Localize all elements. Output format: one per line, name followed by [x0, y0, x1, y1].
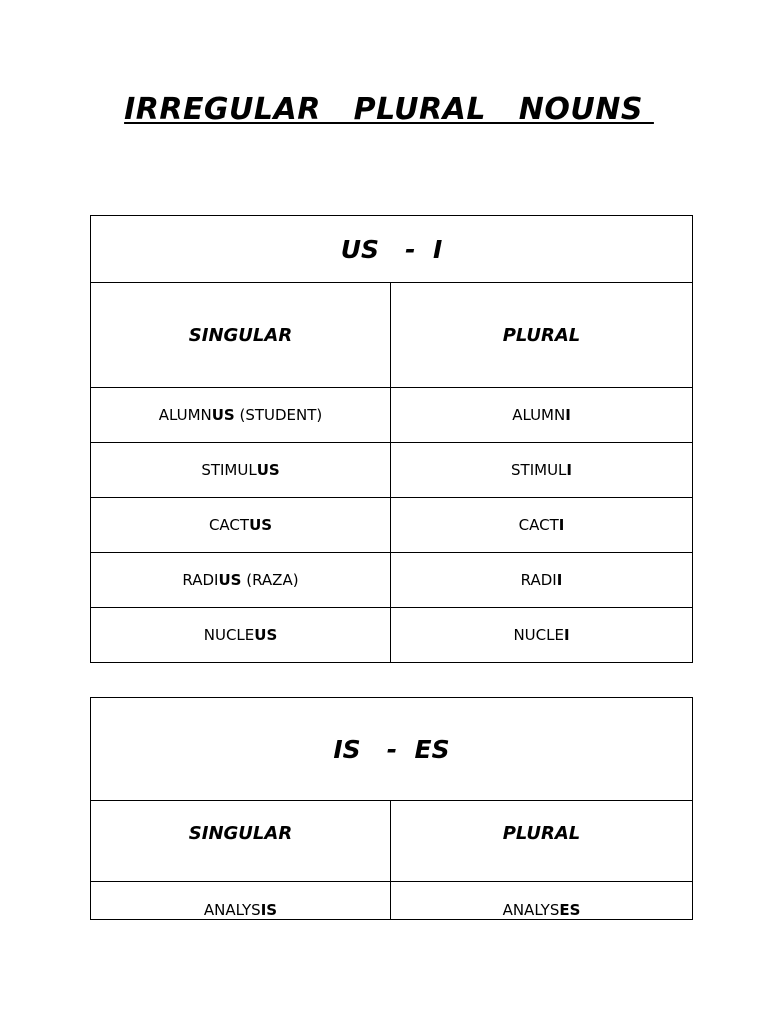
table-header: IS - ES [91, 698, 693, 801]
word-note: (STUDENT) [234, 406, 323, 424]
word-stem: RADI [182, 571, 219, 589]
column-header-plural: PLURAL [391, 283, 693, 388]
table-row [91, 388, 693, 443]
page-cutoff-rule [90, 919, 693, 920]
singular-cell [91, 608, 391, 663]
word-stem: ANALYS [203, 901, 261, 919]
column-header-singular: SINGULAR [91, 283, 391, 388]
word-stem: NUCLE [513, 626, 564, 644]
word-stem: STIMUL [511, 461, 567, 479]
singular-cell [91, 553, 391, 608]
word-ending: I [556, 571, 563, 589]
word-ending: ES [559, 901, 581, 919]
word-stem: ANALYS [502, 901, 560, 919]
word-stem: ALUMN [512, 406, 566, 424]
word-stem: RADI [520, 571, 557, 589]
singular-cell [91, 882, 391, 921]
singular-cell [91, 443, 391, 498]
plural-cell [391, 553, 693, 608]
word-ending: US [254, 626, 278, 644]
us-i-table [90, 215, 693, 663]
column-header-singular: SINGULAR [91, 801, 391, 882]
plural-cell [391, 498, 693, 553]
table-row [91, 553, 693, 608]
word-ending: I [558, 516, 565, 534]
singular-cell [91, 388, 391, 443]
singular-cell [91, 498, 391, 553]
is-es-table-container [90, 697, 693, 920]
column-header-plural: PLURAL [391, 801, 693, 882]
word-stem: CACT [518, 516, 559, 534]
is-es-table [90, 697, 693, 920]
page-title: IRREGULAR PLURAL NOUNS [124, 92, 654, 127]
table-row [91, 443, 693, 498]
word-ending: I [563, 626, 570, 644]
word-stem: STIMUL [201, 461, 257, 479]
table-row [91, 882, 693, 921]
plural-cell [391, 882, 693, 921]
word-stem: NUCLE [203, 626, 255, 644]
word-ending: I [566, 461, 572, 479]
word-ending: I [565, 406, 571, 424]
plural-cell [391, 608, 693, 663]
word-ending: US [256, 461, 280, 479]
word-stem: CACT [208, 516, 250, 534]
plural-cell [391, 388, 693, 443]
word-ending: US [211, 406, 235, 424]
table-row [91, 498, 693, 553]
word-ending: US [249, 516, 273, 534]
table-row [91, 608, 693, 663]
word-note: (RAZA) [241, 571, 299, 589]
table-header: US - I [91, 216, 693, 283]
plural-cell [391, 443, 693, 498]
word-ending: IS [260, 901, 278, 919]
word-ending: US [218, 571, 242, 589]
word-stem: ALUMN [158, 406, 212, 424]
